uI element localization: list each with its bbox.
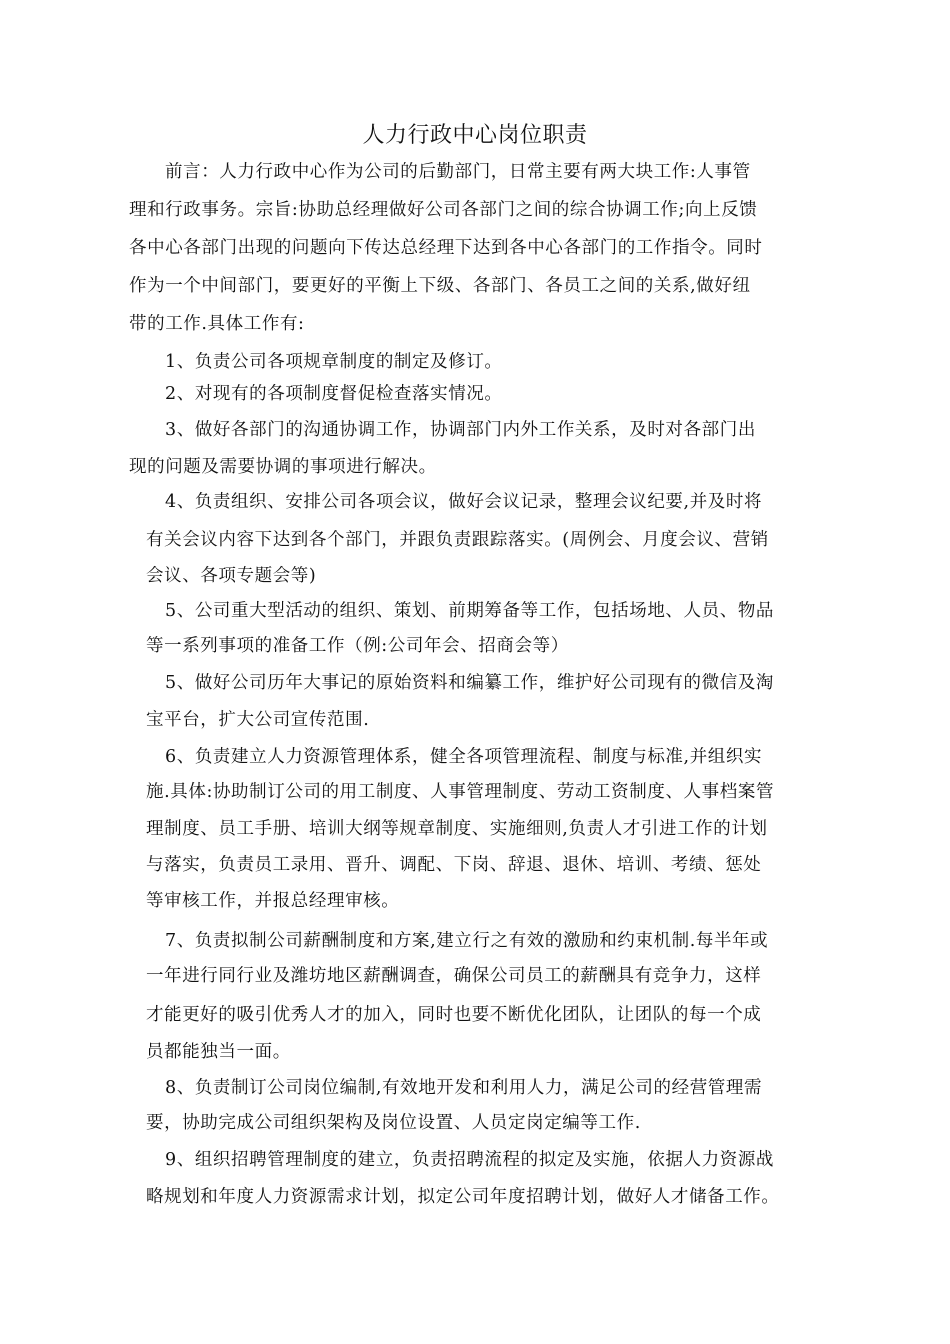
text-line: 施.具体:协助制订公司的用工制度、人事管理制度、劳动工资制度、人事档案管 (146, 782, 775, 802)
text-line: 作为一个中间部门，要更好的平衡上下级、各部门、各员工之间的关系,做好纽 (129, 276, 751, 296)
text-line: 各中心各部门出现的问题向下传达总经理下达到各中心各部门的工作指令。同时 (129, 238, 763, 258)
text-line: 宝平台，扩大公司宣传范围. (146, 710, 370, 730)
text-line: 8、负责制订公司岗位编制,有效地开发和利用人力，满足公司的经营管理需 (165, 1078, 763, 1098)
text-line: 3、做好各部门的沟通协调工作，协调部门内外工作关系，及时对各部门出 (165, 420, 756, 440)
text-line: 现的问题及需要协调的事项进行解决。 (129, 457, 437, 477)
text-line: 4、负责组织、安排公司各项会议，做好会议记录，整理会议纪要,并及时将 (165, 492, 763, 512)
text-line: 5、公司重大型活动的组织、策划、前期筹备等工作，包括场地、人员、物品 (165, 601, 775, 621)
text-line: 有关会议内容下达到各个部门，并跟负责跟踪落实。(周例会、月度会议、营销 (146, 530, 769, 550)
document-title: 人力行政中心岗位职责 (362, 123, 588, 148)
text-line: 要，协助完成公司组织架构及岗位设置、人员定岗定编等工作. (146, 1113, 641, 1133)
text-line: 等审核工作，并报总经理审核。 (146, 891, 400, 911)
text-line: 理和行政事务。宗旨:协助总经理做好公司各部门之间的综合协调工作;向上反馈 (129, 200, 758, 220)
text-line: 5、做好公司历年大事记的原始资料和编纂工作，维护好公司现有的微信及淘 (165, 673, 775, 693)
text-line: 才能更好的吸引优秀人才的加入，同时也要不断优化团队，让团队的每一个成 (146, 1005, 762, 1025)
text-line: 2、对现有的各项制度督促检查落实情况。 (165, 384, 503, 404)
text-line: 一年进行同行业及潍坊地区薪酬调查，确保公司员工的薪酬具有竞争力，这样 (146, 966, 762, 986)
text-line: 员都能独当一面。 (146, 1042, 291, 1062)
text-line: 1、负责公司各项规章制度的制定及修订。 (165, 352, 503, 372)
text-line: 略规划和年度人力资源需求计划，拟定公司年度招聘计划，做好人才储备工作。 (146, 1187, 780, 1207)
text-line: 7、负责拟制公司薪酬制度和方案,建立行之有效的激励和约束机制.每半年或 (165, 931, 769, 951)
text-line: 6、负责建立人力资源管理体系，健全各项管理流程、制度与标准,并组织实 (165, 747, 763, 767)
text-line: 等一系列事项的准备工作（例:公司年会、招商会等） (146, 636, 569, 656)
text-line: 前言：人力行政中心作为公司的后勤部门，日常主要有两大块工作:人事管 (165, 162, 751, 182)
text-line: 会议、各项专题会等) (146, 566, 317, 586)
text-line: 9、组织招聘管理制度的建立，负责招聘流程的拟定及实施，依据人力资源战 (165, 1150, 775, 1170)
text-line: 理制度、员工手册、培训大纲等规章制度、实施细则,负责人才引进工作的计划 (146, 819, 768, 839)
text-line: 与落实，负责员工录用、晋升、调配、下岗、辞退、退休、培训、考绩、惩处 (146, 855, 762, 875)
text-line: 带的工作.具体工作有: (129, 314, 305, 334)
